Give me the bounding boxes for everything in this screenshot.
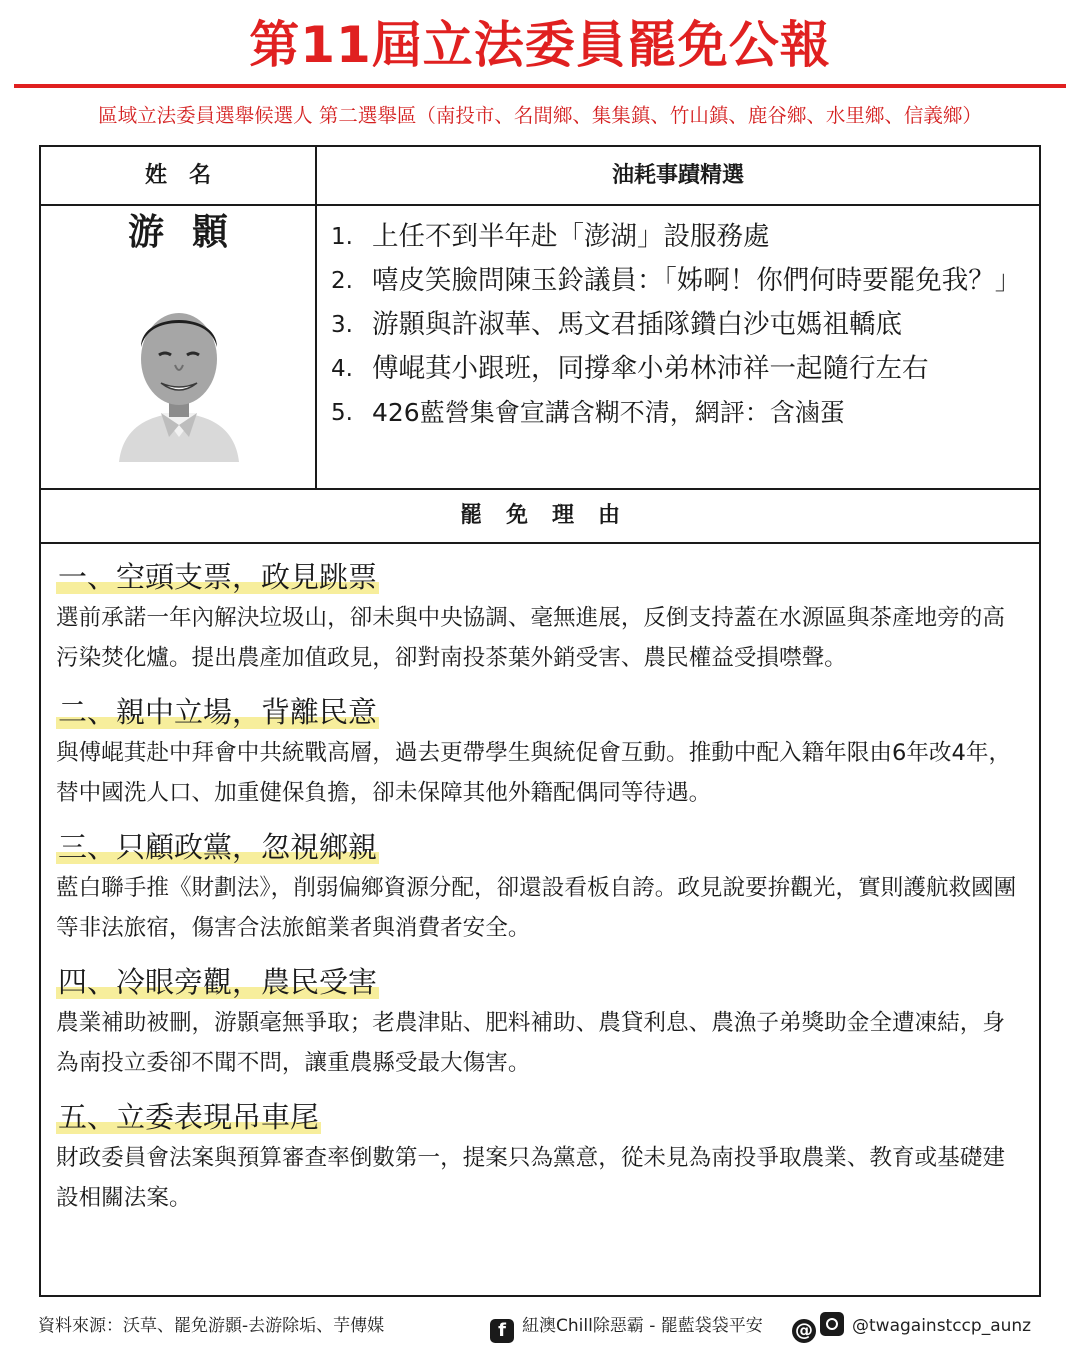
reason-title: 五、立委表現吊車尾: [56, 1097, 321, 1137]
recall-header-divider: [41, 542, 1039, 544]
source-credit: 資料來源：沃草、罷免游顥-去游除垢、芋傳媒: [38, 1316, 385, 1336]
reason-title: 四、冷眼旁觀，農民受害: [56, 962, 379, 1002]
candidate-portrait: [109, 287, 249, 462]
reason-body: 藍白聯手推《財劃法》，削弱偏鄉資源分配，卻還設看板自誇。政見說要拚觀光，實則護航救國團等非法旅宿，傷害合法旅館業者與消費者安全。: [56, 875, 1017, 941]
recall-reasons-header: 罷免理由: [459, 503, 644, 528]
facebook-link[interactable]: [490, 1308, 763, 1344]
reason-section: [56, 692, 1026, 813]
reason-body: 與傅崐萁赴中拜會中共統戰高層，過去更帶學生與統促會互動。推動中配入籍年限由6年改4年，替中國洗人口、加重健保負擔，卻未保障其他外籍配偶同等待遇。: [56, 740, 1012, 806]
social-handle-link[interactable]: [792, 1308, 1031, 1344]
deed-item: 5. 426藍營集會宣講含糊不清，網評：含滷蛋: [331, 398, 845, 427]
bulletin-table: [39, 145, 1041, 1297]
reason-section: [56, 557, 1026, 678]
reason-body: 選前承諾一年內解決垃圾山，卻未與中央協調、毫無進展，反倒支持蓋在水源區與茶產地旁的高污染焚化爐。提出農產加值政見，卻對南投茶葉外銷受害、農民權益受損噤聲。: [56, 605, 1005, 671]
title-divider: [14, 84, 1066, 88]
deeds-column-header: 油耗事蹟精選: [611, 163, 744, 188]
reason-body: 財政委員會法案與預算審查率倒數第一，提案只為黨意，從未見為南投爭取農業、教育或基礎建設相關法案。: [56, 1145, 1005, 1211]
facebook-page-name: 紐澳Chill除惡霸 - 罷藍袋袋平安: [522, 1316, 763, 1336]
district-subtitle: 區域立法委員選舉候選人 第二選舉區（南投市、名間鄉、集集鎮、竹山鎮、鹿谷鄉、水里鄉、信義鄉）: [98, 104, 982, 127]
name-column-header: 姓 名: [144, 163, 211, 188]
reason-title: 二、親中立場，背離民意: [56, 692, 379, 732]
header-divider: [41, 204, 1039, 206]
reason-section: [56, 962, 1026, 1083]
deeds-list: [331, 215, 1021, 435]
facebook-icon: f: [490, 1319, 514, 1343]
deed-item: 4. 傅崐萁小跟班，同撐傘小弟林沛祥一起隨行左右: [331, 353, 929, 384]
page-title: 第11屆立法委員罷免公報: [249, 16, 831, 74]
social-handle: @twagainstccp_aunz: [852, 1316, 1032, 1336]
deed-item: 1. 上任不到半年赴「澎湖」設服務處: [331, 221, 770, 252]
reason-title: 一、空頭支票，政見跳票: [56, 557, 379, 597]
candidate-name: 游顥: [127, 212, 256, 253]
reason-body: 農業補助被刪，游顥毫無爭取；老農津貼、肥料補助、農貸利息、農漁子弟獎助金全遭凍結，身為南投立委卻不聞不問，讓重農縣受最大傷害。: [56, 1010, 1005, 1076]
reason-section: [56, 827, 1026, 948]
threads-icon: @: [792, 1319, 816, 1343]
footer: [38, 1308, 1048, 1344]
reason-section: [56, 1097, 1026, 1218]
deed-item: 2. 嘻皮笑臉問陳玉鈴議員：「姊啊！你們何時要罷免我？」: [331, 265, 1022, 296]
deed-item: 3. 游顥與許淑華、馬文君插隊鑽白沙屯媽祖轎底: [331, 309, 902, 340]
recall-reasons: [56, 557, 1026, 1232]
instagram-icon: [820, 1312, 844, 1336]
reason-title: 三、只顧政黨，忽視鄉親: [56, 827, 379, 867]
